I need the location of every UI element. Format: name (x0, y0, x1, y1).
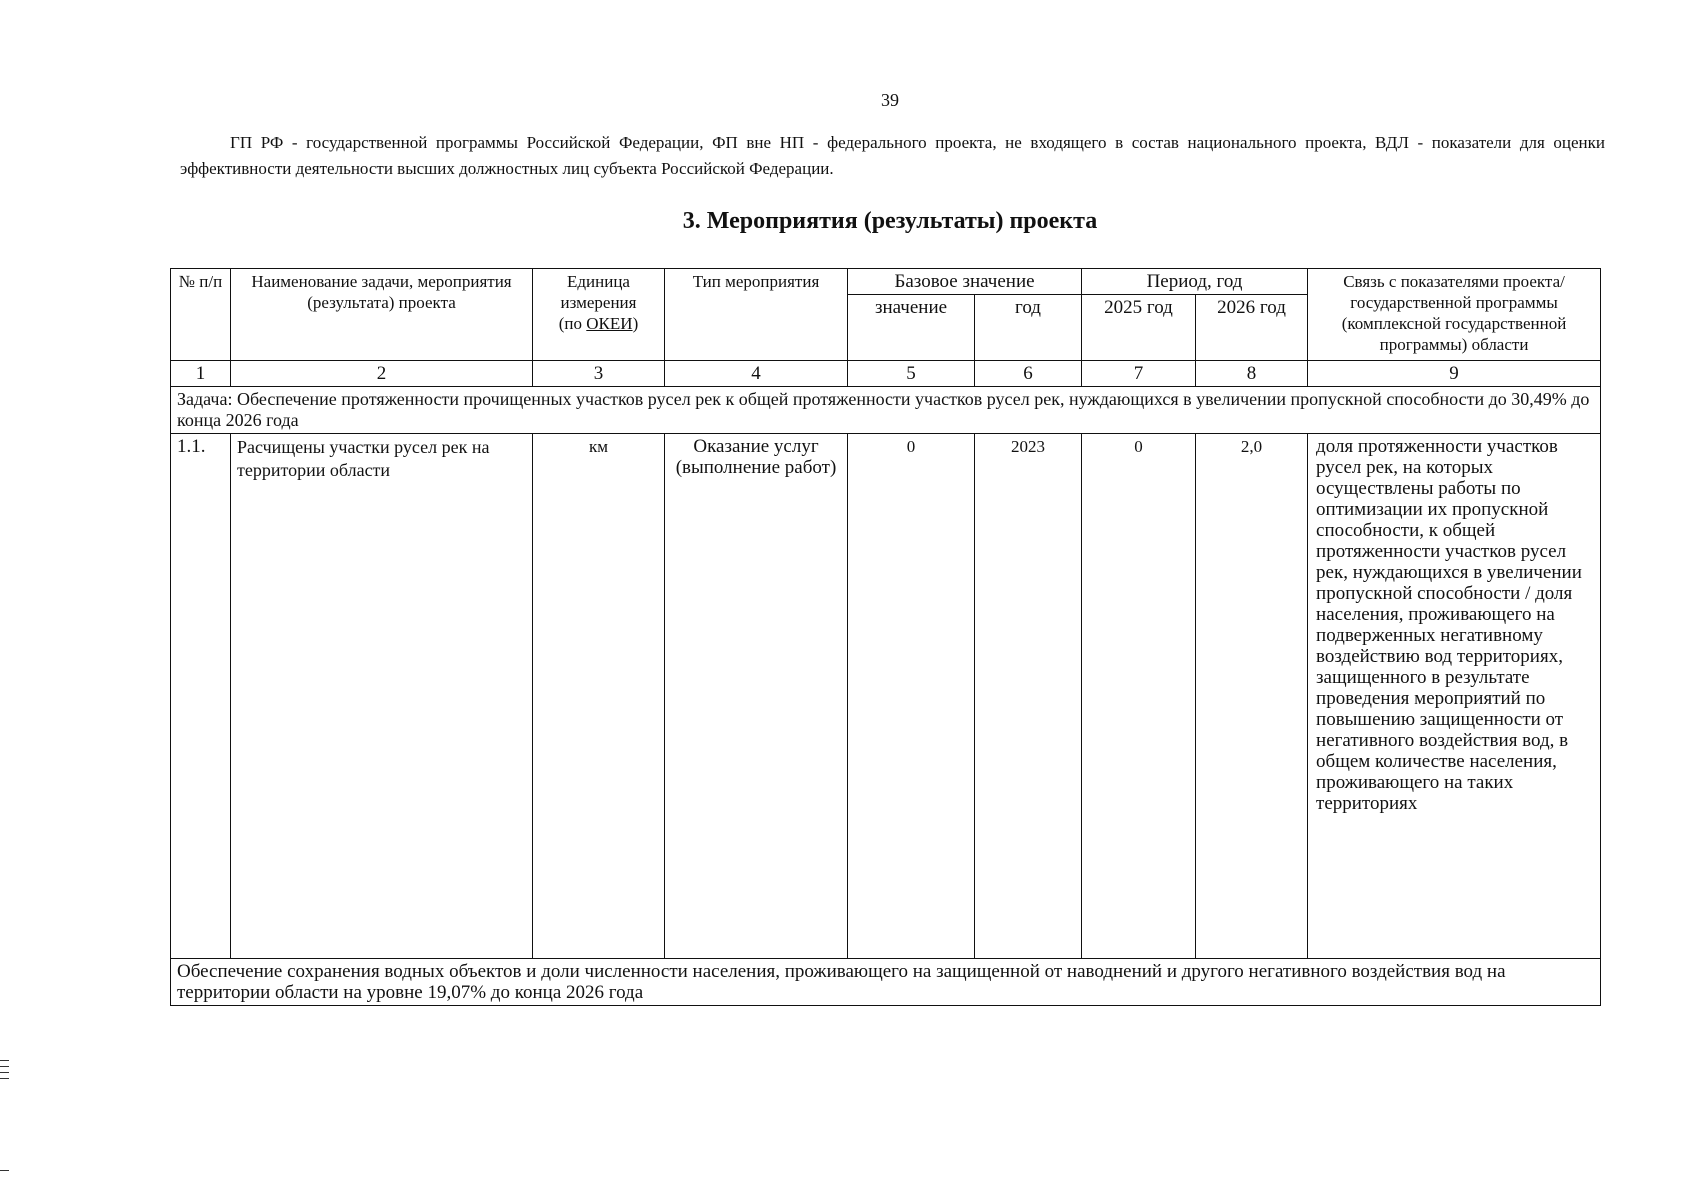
row-link: доля протяженности участков русел рек, на которых осуществлены работы по оптимизации их пропускной способности, к общей протяженности участков русел рек, нуждающихся в увеличении пропускной способности / доля населения, проживающего на подверженных негативному воздействию вод территориях, защищенного в результате проведения мероприятий по повышению защищенности от негативного воздействия вод, в общем количестве населения, проживающего на таких территориях (1308, 434, 1601, 959)
column-numbers-row (171, 361, 1601, 387)
table-row (171, 434, 1601, 959)
header-period: Период, год (1082, 269, 1308, 295)
task-text: Задача: Обеспечение протяженности прочищенных участков русел рек к общей протяженности участков русел рек, нуждающихся в увеличении пропускной способности до 30,49% до конца 2026 года (171, 387, 1601, 434)
column-number: 7 (1082, 361, 1196, 387)
header-type: Тип мероприятия (665, 269, 848, 361)
header-link: Связь с показателями проекта/государственной программы (комплексной государственной программы) области (1308, 269, 1601, 361)
column-number: 4 (665, 361, 848, 387)
results-table (170, 268, 1601, 1006)
task-row (171, 387, 1601, 434)
header-unit-label: Единица измерения (560, 272, 637, 312)
column-number: 6 (975, 361, 1082, 387)
column-number: 3 (533, 361, 665, 387)
row-base-year: 2023 (975, 434, 1082, 959)
scan-margin-dash (0, 1170, 9, 1171)
header-unit-close: ) (632, 314, 639, 333)
intro-paragraph: ГП РФ - государственной программы Российской Федерации, ФП вне НП - федерального проекта, не входящего в состав национального проекта, ВДЛ - показатели для оценки эффективности деятельности высших должностных лиц субъекта Российской Федерации. (180, 133, 1605, 178)
header-unit (533, 269, 665, 361)
row-unit: км (533, 434, 665, 959)
header-unit-open: (по (558, 314, 587, 333)
footer-text: Обеспечение сохранения водных объектов и доли численности населения, проживающего на защищенной от наводнений и другого негативного воздействия вод на территории области на уровне 19,07% до конца 2026 года (171, 959, 1601, 1006)
section-title: 3. Мероприятия (результаты) проекта (682, 208, 1098, 234)
row-name: Расчищены участки русел рек на территории области (231, 434, 533, 959)
header-base: Базовое значение (848, 269, 1082, 295)
column-number: 2 (231, 361, 533, 387)
column-number: 1 (171, 361, 231, 387)
scan-margin-marks (0, 1060, 10, 1084)
header-base-year: год (975, 295, 1082, 361)
header-name: Наименование задачи, мероприятия (результата) проекта (231, 269, 533, 361)
header-base-value: значение (848, 295, 975, 361)
row-type: Оказание услуг (выполнение работ) (665, 434, 848, 959)
column-number: 8 (1196, 361, 1308, 387)
row-2025: 0 (1082, 434, 1196, 959)
header-2025: 2025 год (1082, 295, 1196, 361)
table-header-row (171, 269, 1601, 295)
header-2026: 2026 год (1196, 295, 1308, 361)
row-num: 1.1. (171, 434, 231, 959)
row-2026: 2,0 (1196, 434, 1308, 959)
header-num: № п/п (171, 269, 231, 361)
row-base-value: 0 (848, 434, 975, 959)
column-number: 5 (848, 361, 975, 387)
page-number: 39 (881, 90, 899, 110)
column-number: 9 (1308, 361, 1601, 387)
okei-link[interactable]: ОКЕИ (586, 314, 633, 333)
footer-row (171, 959, 1601, 1006)
